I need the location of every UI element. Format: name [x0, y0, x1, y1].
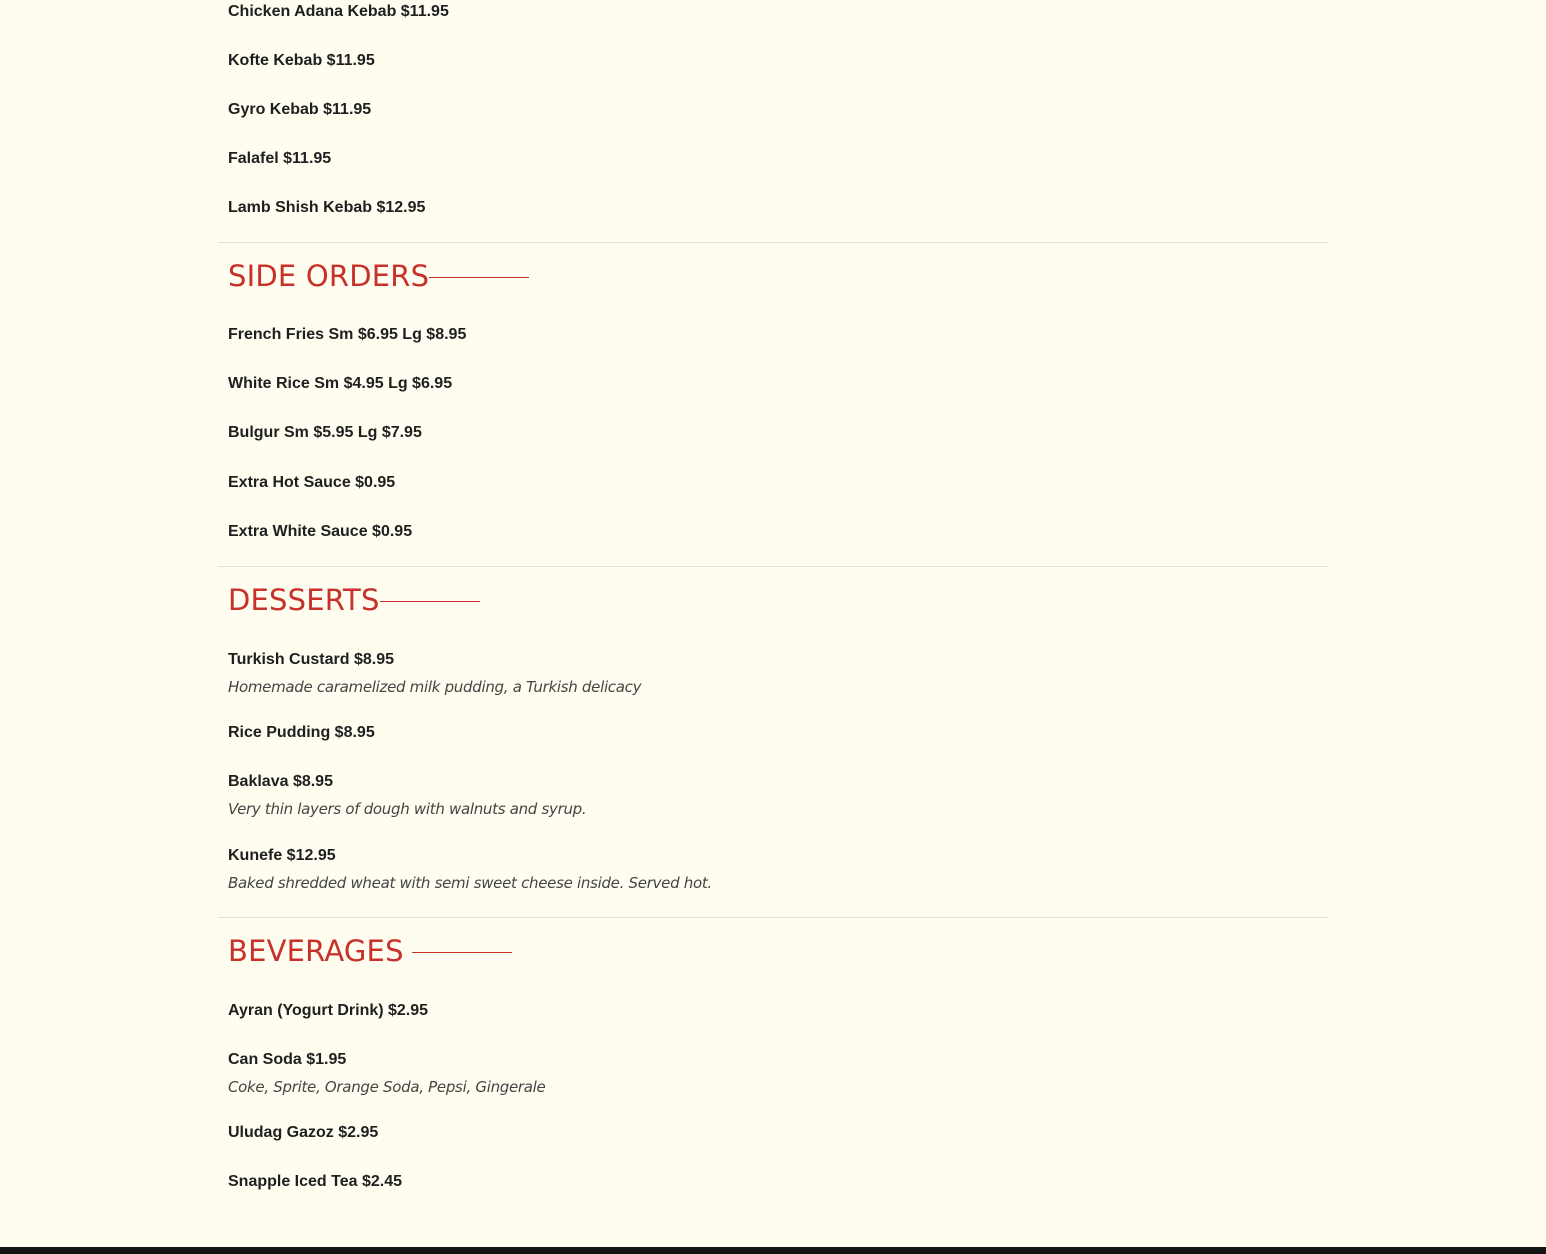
- side-orders-section: [218, 259, 1328, 544]
- menu-item: [228, 520, 1318, 544]
- section-heading: [228, 583, 1318, 617]
- menu-item-name: Ayran (Yogurt Drink) $2.95: [228, 1002, 429, 1019]
- desserts-section: [218, 583, 1328, 895]
- menu-item-name: Snapple Iced Tea $2.45: [228, 1173, 403, 1190]
- section-heading: [228, 259, 1318, 293]
- menu-item: [228, 98, 1318, 122]
- section-heading-text: SIDE ORDERS: [228, 259, 430, 293]
- menu-item-description: Very thin layers of dough with walnuts and syrup.: [228, 800, 587, 818]
- menu-item: [228, 196, 1318, 220]
- heading-rule: [412, 952, 512, 953]
- footer-bar: [0, 1247, 1546, 1254]
- menu-item: [228, 0, 1318, 24]
- menu-item: [228, 372, 1318, 396]
- menu-item: [228, 421, 1318, 445]
- menu-item: [228, 147, 1318, 171]
- menu-item: [228, 770, 1318, 821]
- menu-item-description: Homemade caramelized milk pudding, a Turkish delicacy: [228, 678, 642, 696]
- beverages-section: [218, 934, 1328, 1194]
- menu-item-name: Extra Hot Sauce $0.95: [228, 474, 396, 491]
- menu-item-name: Baklava $8.95: [228, 773, 333, 790]
- heading-rule: [380, 601, 480, 602]
- section-heading-text: BEVERAGES: [228, 934, 404, 968]
- menu-item: [228, 1048, 1318, 1099]
- section-heading-text: DESSERTS: [228, 583, 380, 617]
- menu-item: [228, 49, 1318, 73]
- menu-item-name: Kofte Kebab $11.95: [228, 52, 375, 69]
- menu-item-name: Extra White Sauce $0.95: [228, 523, 413, 540]
- menu-item-name: Turkish Custard $8.95: [228, 651, 394, 668]
- menu-item-description: Baked shredded wheat with semi sweet cheese inside. Served hot.: [228, 874, 712, 892]
- menu-item: [228, 648, 1318, 699]
- menu-item-description: Coke, Sprite, Orange Soda, Pepsi, Gingerale: [228, 1078, 546, 1096]
- menu-container: [218, 0, 1328, 1194]
- menu-item-name: Falafel $11.95: [228, 150, 332, 167]
- section-heading: [228, 934, 1318, 968]
- menu-item: [228, 1121, 1318, 1145]
- menu-item-name: Bulgur Sm $5.95 Lg $7.95: [228, 424, 422, 441]
- menu-item-name: Rice Pudding $8.95: [228, 724, 375, 741]
- kebab-section: [218, 0, 1328, 220]
- section-divider: [218, 566, 1328, 567]
- menu-item: [228, 471, 1318, 495]
- menu-item-name: Kunefe $12.95: [228, 847, 336, 864]
- menu-item-name: French Fries Sm $6.95 Lg $8.95: [228, 326, 467, 343]
- menu-item: [228, 999, 1318, 1023]
- menu-item-name: Can Soda $1.95: [228, 1051, 347, 1068]
- menu-item-name: White Rice Sm $4.95 Lg $6.95: [228, 375, 453, 392]
- menu-item: [228, 844, 1318, 895]
- menu-item: [228, 323, 1318, 347]
- heading-rule: [429, 277, 529, 278]
- menu-item-name: Gyro Kebab $11.95: [228, 101, 372, 118]
- menu-item-name: Chicken Adana Kebab $11.95: [228, 3, 449, 20]
- menu-item-name: Uludag Gazoz $2.95: [228, 1124, 379, 1141]
- menu-item: [228, 721, 1318, 745]
- menu-item-name: Lamb Shish Kebab $12.95: [228, 199, 426, 216]
- section-divider: [218, 917, 1328, 918]
- section-divider: [218, 242, 1328, 243]
- menu-item: [228, 1170, 1318, 1194]
